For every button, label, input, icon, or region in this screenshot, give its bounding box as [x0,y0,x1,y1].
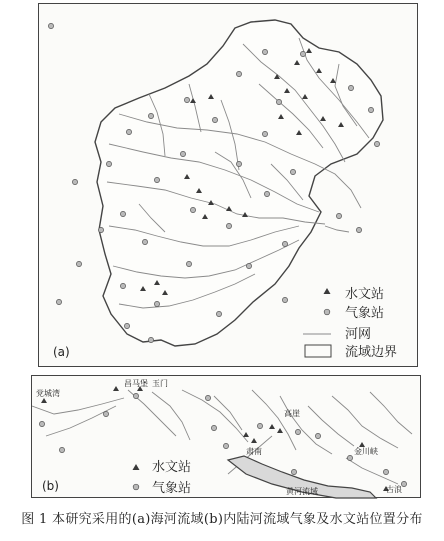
weather-station-marker [211,425,216,430]
inland-map-svg [32,376,422,499]
hydro-station-marker [243,432,249,437]
panel-b-label: (b) [42,479,59,493]
legend-weather-station-label: 气象站 [152,481,192,496]
hydro-station-marker [113,386,119,391]
panel-a-haihe-basin-map [38,3,418,367]
legend-basin-boundary-label: 流域边界 [345,345,398,360]
weather-station-marker [76,261,81,266]
weather-station-marker [257,423,262,428]
place-dangchengwan: 党城湾 [36,389,60,398]
legend-river-network-label: 河网 [345,327,372,342]
weather-station-marker [39,421,44,426]
weather-station-marker [154,177,159,182]
haihe-map-svg [39,4,419,368]
weather-station-marker [212,117,217,122]
weather-station-marker [236,71,241,76]
weather-station-marker [282,297,287,302]
weather-station-marker [148,337,153,342]
inland-river-network [32,390,412,484]
weather-station-marker [124,323,129,328]
weather-station-marker [290,169,295,174]
weather-station-marker [348,85,353,90]
weather-station-marker [223,443,228,448]
weather-station-marker [56,299,61,304]
legend-weather-station-label: 气象站 [345,306,385,321]
legend-hydro-station-label: 水文站 [152,460,192,475]
legend-hydro-station-label: 水文站 [345,287,385,302]
weather-station-marker [383,469,388,474]
panel-a-label: (a) [53,345,70,359]
legend-basin-boundary-symbol [305,345,331,357]
weather-station-marker [347,455,352,460]
weather-station-marker [142,239,147,244]
weather-station-marker [368,107,373,112]
panel-b-legend [133,459,192,496]
place-suyou: 肃南 [246,447,262,456]
weather-station-marker [246,263,251,268]
weather-station-marker [236,161,241,166]
weather-station-marker [226,223,231,228]
haihe-basin-boundary [95,20,383,346]
figure-caption: 图 1 本研究采用的(a)海河流域(b)内陆河流域气象及水文站位置分布 [21,512,423,527]
weather-station-marker [106,161,111,166]
weather-station-marker [59,447,64,452]
place-gulang: 古浪 [386,485,402,494]
weather-station-marker [315,433,320,438]
weather-station-marker [120,211,125,216]
legend-hydro-station-symbol [133,464,140,470]
weather-station-marker [262,49,267,54]
weather-station-marker [72,179,77,184]
legend-hydro-station-symbol [324,288,331,294]
weather-station-marker [184,97,189,102]
weather-station-marker [356,227,361,232]
inland-place-names [36,378,402,496]
weather-station-marker [216,311,221,316]
weather-station-marker [190,207,195,212]
weather-station-marker [98,227,103,232]
weather-station-marker [300,51,305,56]
weather-station-marker [291,469,296,474]
hydro-station-marker [41,398,47,403]
weather-station-marker [276,99,281,104]
weather-station-marker [295,429,300,434]
weather-station-marker [205,395,210,400]
weather-station-marker [120,283,125,288]
weather-station-marker [103,411,108,416]
weather-station-marker [262,131,267,136]
legend-weather-station-symbol [324,309,330,315]
legend-weather-station-symbol [133,484,139,490]
place-jinchuan: 金川峡 [354,447,378,456]
weather-station-marker [264,191,269,196]
weather-station-marker [154,301,159,306]
weather-station-marker [374,141,379,146]
weather-station-marker [148,113,153,118]
weather-station-marker [401,481,406,486]
weather-station-marker [126,129,131,134]
weather-station-marker [180,151,185,156]
hydro-station-marker [277,428,283,433]
place-yumen: 玉门 [152,379,168,388]
hydro-station-marker [269,424,275,429]
panel-a-legend [303,286,397,360]
hydro-station-marker [251,438,257,443]
inland-weather-stations [39,393,406,486]
panel-b-inland-basin-map [31,375,421,498]
weather-station-marker [133,393,138,398]
weather-station-marker [282,241,287,246]
place-changma: 昌马堡 [124,379,148,388]
inland-hydro-stations [41,386,389,491]
weather-station-marker [48,23,53,28]
weather-station-marker [186,261,191,266]
place-gaoya: 高崖 [284,409,300,418]
place-huanghe: 黄河流域 [286,487,318,496]
weather-station-marker [336,213,341,218]
